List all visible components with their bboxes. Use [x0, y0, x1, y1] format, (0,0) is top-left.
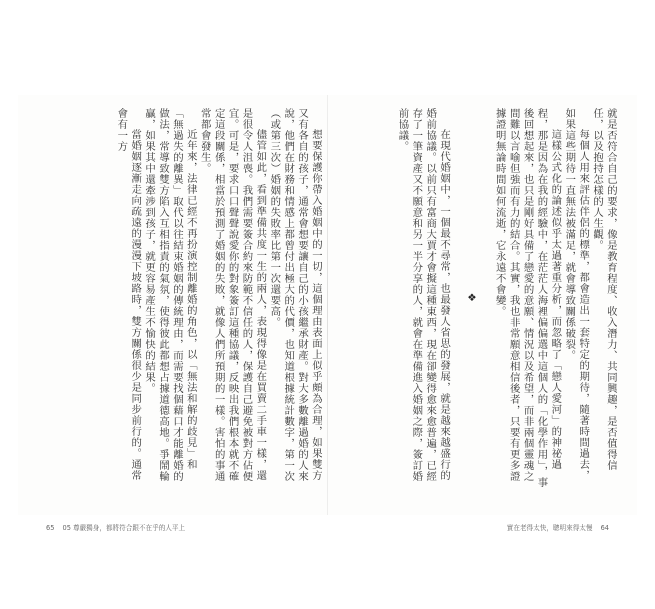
- right-page: [347, 108, 617, 488]
- right-page-body: [347, 108, 617, 488]
- section-break-ornament-icon: ❖: [465, 292, 478, 304]
- right-page-number: 64: [600, 524, 609, 532]
- left-paragraph-4: 當婚姻逐漸走向疏遠的漫漫下坡路時，雙方關係很少是同步前行的。通常會有一方: [115, 108, 142, 481]
- left-page-body: [38, 108, 322, 488]
- right-page-footer: [507, 522, 615, 532]
- left-paragraph-3: 近年來，法律已經不再扮演控制離婚的角色，以「無法和解的歧見」和「無過失的離異」取代以往結束婚姻的傳統理由，而需要找個藉口才能離婚的做法，常導致雙方陷入互相指責的氣氛，使得彼此都想占據道德高地。爭鬧輪贏，如果其中還牽涉到孩子，就更容易產生不愉快的結果。: [143, 108, 197, 482]
- section-spacer: [478, 108, 492, 488]
- section-spacer-2: [450, 108, 464, 488]
- left-page-number: 65: [46, 524, 55, 532]
- book-gutter: [327, 95, 328, 515]
- right-paragraph-4: 在現代婚姻中，一個最不尋常，也最發人省思的發展，就是越來越盛行的婚前協議。以前只有富商大賈才會擬這種東西，現在卻變得愈來愈普遍，已經存了一筆資產又不願意和另一半分享的人，就會在準備進入婚姻之際，簽訂婚前協議。: [396, 108, 451, 482]
- right-paragraph-1: 就是否符合自己的要求，像是教育程度、收入潛力、共同興趣，是否值得信任，以及抱持怎樣的人生觀。: [591, 108, 617, 471]
- left-chapter-number: 05: [62, 524, 71, 532]
- left-paragraph-2: 儘管如此，看到準備共度一生的兩人，表現得像是在買賣二手車一樣，還是很令人沮喪。我們需要簽合約來防範不信任的人，保護自己避免被對方佔便宜。可是，要求口口聲聲說愛你的對象簽訂這種協議，反映出我們根本就不確定這段關係，相當於預測了婚姻的失敗，就像人們所預期的一樣。害怕的事通常都會發生。: [198, 108, 267, 482]
- right-paragraph-2: 每個人用來評估伴侶的標準，都會造出一套特定的期待，隨著時間過去，如果這些期待一直無法被滿足，就會導致關係破裂。: [563, 108, 590, 481]
- left-page-footer: [40, 522, 185, 532]
- left-paragraph-1: 想要保護你帶入婚姻中的一切，這個理由表面上似乎頗為合理，如果雙方又有各自的孩子，通常會想要讓自己的小孩繼承財產。對大多數離過婚的人來說，他們在財務和情感上都曾付出極大的代價，也知道根據統計數字，第一次（或第三次）婚姻的失敗率比第一次還要高。: [268, 108, 322, 482]
- right-book-title: 實在老得太快，聰明來得太慢: [506, 524, 593, 532]
- left-chapter-title: 尊嚴獨身，都將符合跟不在乎的人平上: [73, 524, 186, 532]
- left-page: [38, 108, 322, 488]
- right-paragraph-3: 這樣公式化的論述似乎太過著重分析，而忽略了「戀人愛河」的神祕過程，那是因為在我的經驗中，在茫茫人海裡偏偏選中這個人的「化學作用」，事後回想起來，也只是剛好具備了戀愛的意願、情況以及希望，而非兩個靈魂之間難以言喻但強而有力的結合。其實，我也非常願意相信後者，只要有更多證據證明無論時間如何流逝，它永遠不會變。: [493, 108, 562, 488]
